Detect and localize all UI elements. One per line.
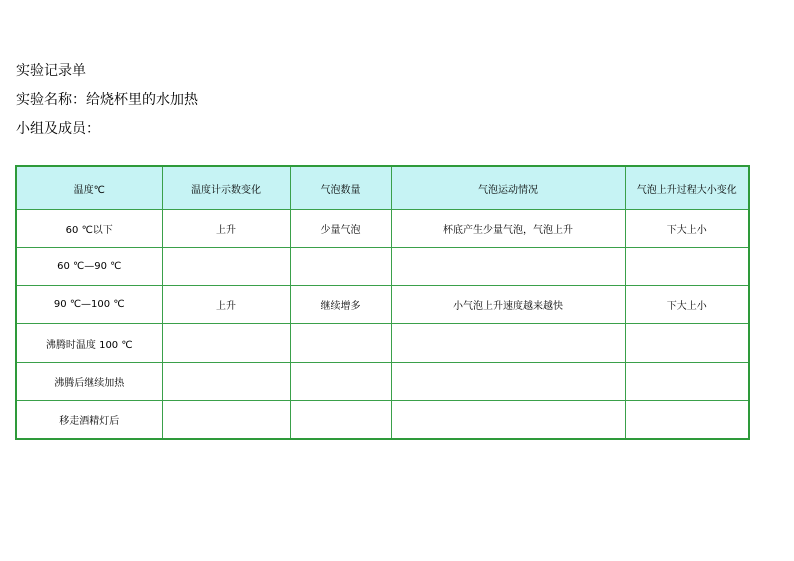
experiment-name: 实验名称：给烧杯里的水加热 xyxy=(16,92,198,108)
cell-temperature: 沸腾后继续加热 xyxy=(16,362,162,400)
cell-bubble-size-change[interactable] xyxy=(625,400,749,439)
header-bubble-count: 气泡数量 xyxy=(290,166,391,210)
cell-bubble-size-change[interactable] xyxy=(625,248,749,286)
cell-bubble-size-change[interactable] xyxy=(625,362,749,400)
cell-bubble-count[interactable] xyxy=(290,400,391,439)
cell-bubble-motion[interactable]: 杯底产生少量气泡，气泡上升 xyxy=(391,210,625,248)
cell-temperature: 60 ℃以下 xyxy=(16,210,162,248)
header-bubble-motion: 气泡运动情况 xyxy=(391,166,625,210)
table-row xyxy=(16,362,749,400)
cell-temperature: 沸腾时温度 100 ℃ xyxy=(16,324,162,362)
experiment-record-table xyxy=(15,165,750,440)
table-row xyxy=(16,210,749,248)
table-row xyxy=(16,248,749,286)
document-title: 实验记录单 xyxy=(16,63,86,79)
cell-temperature: 90 ℃—100 ℃ xyxy=(16,286,162,324)
cell-thermometer-change[interactable] xyxy=(162,324,290,362)
cell-bubble-size-change[interactable]: 下大上小 xyxy=(625,210,749,248)
cell-bubble-size-change[interactable]: 下大上小 xyxy=(625,286,749,324)
cell-bubble-motion[interactable] xyxy=(391,248,625,286)
group-members-label: 小组及成员： xyxy=(16,121,100,137)
cell-temperature: 移走酒精灯后 xyxy=(16,400,162,439)
cell-bubble-motion[interactable] xyxy=(391,362,625,400)
cell-bubble-count[interactable] xyxy=(290,324,391,362)
header-temperature: 温度℃ xyxy=(16,166,162,210)
cell-bubble-count[interactable] xyxy=(290,248,391,286)
table-row xyxy=(16,400,749,439)
table-header-row xyxy=(16,166,749,210)
cell-thermometer-change[interactable] xyxy=(162,362,290,400)
cell-bubble-count[interactable]: 继续增多 xyxy=(290,286,391,324)
header-bubble-size-change: 气泡上升过程大小变化 xyxy=(625,166,749,210)
cell-bubble-count[interactable]: 少量气泡 xyxy=(290,210,391,248)
cell-bubble-motion[interactable]: 小气泡上升速度越来越快 xyxy=(391,286,625,324)
cell-bubble-motion[interactable] xyxy=(391,400,625,439)
cell-thermometer-change[interactable] xyxy=(162,400,290,439)
table-row xyxy=(16,324,749,362)
cell-bubble-motion[interactable] xyxy=(391,324,625,362)
cell-thermometer-change[interactable]: 上升 xyxy=(162,210,290,248)
cell-bubble-size-change[interactable] xyxy=(625,324,749,362)
header-thermometer-change: 温度计示数变化 xyxy=(162,166,290,210)
cell-temperature: 60 ℃—90 ℃ xyxy=(16,248,162,286)
cell-thermometer-change[interactable] xyxy=(162,248,290,286)
cell-thermometer-change[interactable]: 上升 xyxy=(162,286,290,324)
table-row xyxy=(16,286,749,324)
cell-bubble-count[interactable] xyxy=(290,362,391,400)
